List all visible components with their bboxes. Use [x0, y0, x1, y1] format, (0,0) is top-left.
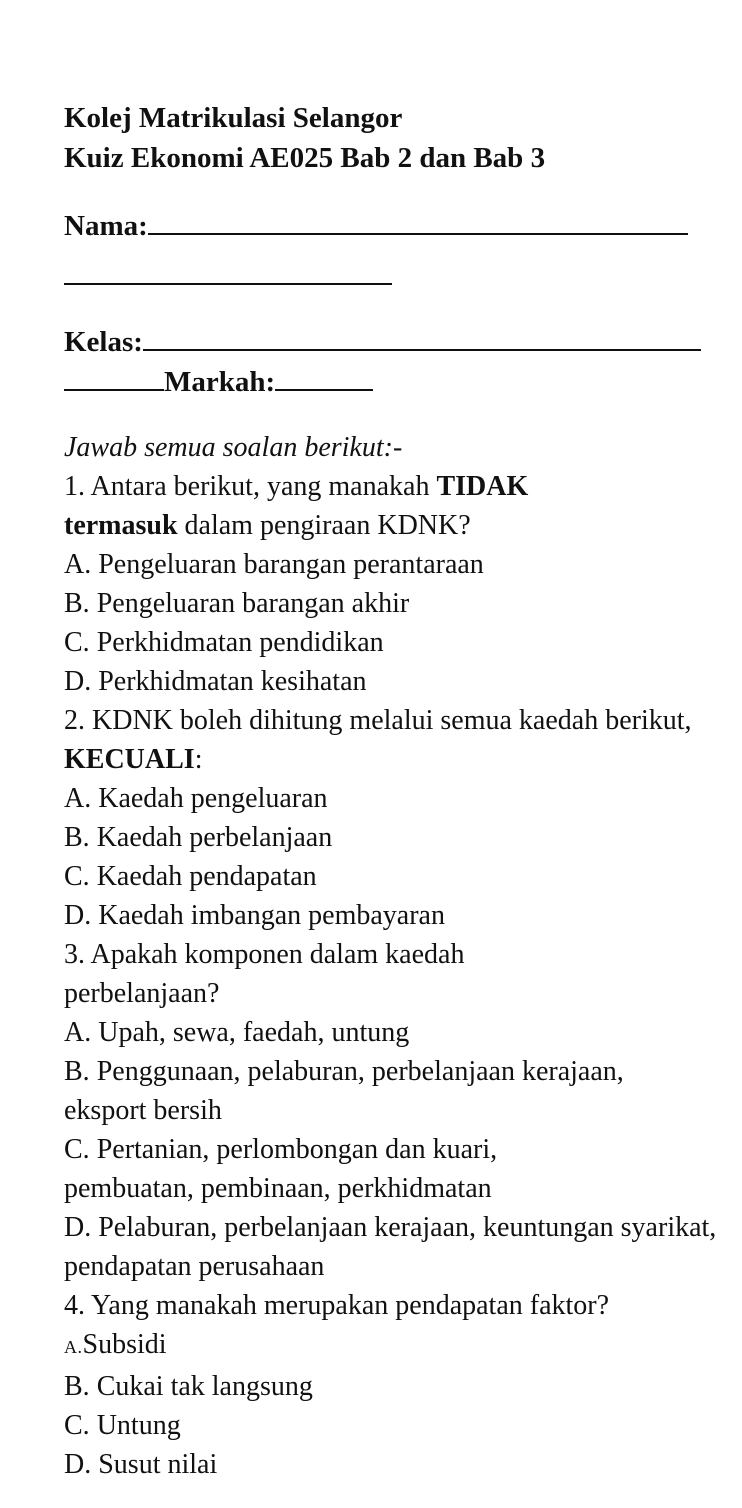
option-1d[interactable]: D. Perkhidmatan kesihatan [64, 666, 367, 697]
class-label: Kelas: [64, 326, 143, 358]
name-blank-line-2[interactable] [64, 256, 724, 296]
marks-blank-line[interactable] [275, 367, 373, 391]
option-4c[interactable]: C. Untung [64, 1410, 181, 1441]
question-number: 1. [64, 471, 85, 502]
instruction-text: Jawab semua soalan berikut:- [64, 432, 403, 463]
class-blank-line-2[interactable] [64, 367, 164, 391]
name-field[interactable] [64, 206, 724, 246]
question-2 [64, 701, 704, 779]
option-4b[interactable]: B. Cukai tak langsung [64, 1371, 313, 1402]
question-text: Yang manakah merupakan pendapatan faktor? [90, 1290, 610, 1321]
option-1a[interactable]: A. Pengeluaran barangan perantaraan [64, 549, 484, 580]
question-text: KDNK boleh dihitung melalui semua kaedah berikut, [92, 705, 692, 736]
option-3b[interactable]: B. Penggunaan, pelaburan, perbelanjaan kerajaan, eksport bersih [64, 1056, 624, 1126]
option-3d[interactable]: D. Pelaburan, perbelanjaan kerajaan, keuntungan syarikat, pendapatan perusahaan [64, 1212, 717, 1282]
class-field[interactable] [64, 322, 724, 362]
question-emphasis: KECUALI [64, 744, 195, 775]
question-number: 4. [64, 1290, 85, 1321]
question-4 [64, 1286, 724, 1325]
question-number: 2. [64, 705, 85, 736]
quiz-sheet [64, 98, 724, 1484]
question-1 [64, 467, 624, 545]
question-text-end: dalam pengiraan KDNK? [184, 510, 471, 541]
marks-field[interactable] [64, 362, 724, 402]
option-2d[interactable]: D. Kaedah imbangan pembayaran [64, 900, 445, 931]
question-emphasis: TIDAK termasuk [64, 471, 529, 541]
option-2a[interactable]: A. Kaedah pengeluaran [64, 783, 328, 814]
question-3 [64, 935, 564, 1013]
option-2c[interactable]: C. Kaedah pendapatan [64, 861, 317, 892]
name-blank-line[interactable] [148, 211, 688, 235]
question-text-end: : [194, 744, 203, 775]
option-3c[interactable]: C. Pertanian, perlombongan dan kuari, pembuatan, pembinaan, perkhidmatan [64, 1134, 498, 1204]
option-1b[interactable]: B. Pengeluaran barangan akhir [64, 588, 410, 619]
question-text: Apakah komponen dalam kaedah perbelanjaan? [64, 939, 465, 1009]
option-3a[interactable]: A. Upah, sewa, faedah, untung [64, 1017, 410, 1048]
school-name: Kolej Matrikulasi Selangor [64, 102, 403, 134]
option-1c[interactable]: C. Perkhidmatan pendidikan [64, 627, 384, 658]
name-label: Nama: [64, 210, 148, 242]
question-number: 3. [64, 939, 85, 970]
question-text: Antara berikut, yang manakah [90, 471, 430, 502]
option-4d[interactable]: D. Susut nilai [64, 1449, 218, 1480]
marks-label: Markah: [164, 366, 276, 398]
quiz-title: Kuiz Ekonomi AE025 Bab 2 dan Bab 3 [64, 142, 546, 174]
option-4a[interactable]: A.Subsidi [64, 1329, 167, 1360]
class-blank-line[interactable] [143, 327, 701, 351]
option-2b[interactable]: B. Kaedah perbelanjaan [64, 822, 333, 853]
